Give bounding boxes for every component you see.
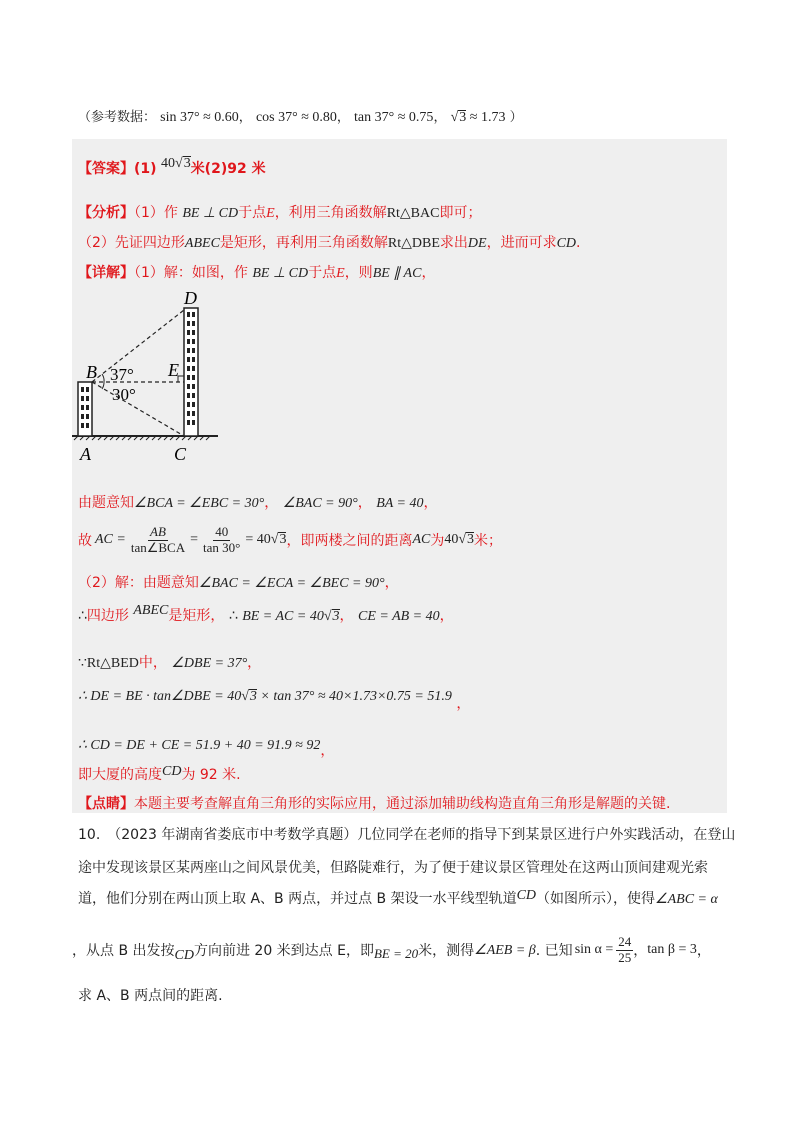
frac-den: tan 30° [203, 539, 241, 555]
math-angles-90: ∠BAC = ∠ECA = ∠BEC = 90° [198, 576, 385, 591]
sol-text: ， [423, 495, 438, 511]
line-bc [92, 382, 184, 436]
sol-text: 米； [474, 533, 503, 549]
sol-line-7 [78, 734, 335, 759]
sol-text: ， [339, 608, 354, 624]
math-rad: 3 [467, 532, 475, 547]
sol-text: （2）解：由题意知 [78, 575, 199, 591]
math-rad: 3 [332, 609, 340, 624]
q10-text: （如图所示），使得 [536, 891, 656, 907]
math-40: 40 [444, 532, 459, 547]
math-angle-bac: ∠BAC = 90° [282, 496, 358, 511]
comment-text: 本题主要考查解直角三角形的实际应用，通过添加辅助线构造直角三角形是解题的关键. [134, 796, 671, 812]
therefore-symbol: ∴ [78, 608, 87, 624]
ref-open: （参考数据： [78, 110, 157, 125]
ref-sin: sin 37° ≈ 0.60 [160, 110, 239, 125]
math-ce-ab: CE = AB = 40 [357, 609, 440, 624]
label-angle-30: 30° [112, 385, 136, 404]
sol-text: ， [357, 495, 372, 511]
analysis-label: 【分析】 [78, 205, 134, 221]
ref-tan: tan 37° ≈ 0.75 [354, 110, 434, 125]
answer-value: 40√3 [161, 156, 191, 171]
angle-arc-37 [102, 374, 104, 382]
math-cd: CD [516, 888, 537, 903]
sol-text: ，即两楼之间的距离 [286, 533, 413, 549]
ref-sqrt: √3 ≈ 1.73 [450, 110, 506, 125]
answer-rad: 3 [183, 156, 191, 171]
math-40-sqrt3-b: 40√3 [444, 532, 475, 547]
sol-text: ， [247, 655, 262, 671]
answer-coef: 40 [161, 156, 175, 171]
math-cd: CD [162, 764, 182, 779]
sol-line-1 [78, 492, 438, 512]
ref-close: ） [509, 110, 523, 125]
sol-line-3 [78, 572, 399, 592]
sol-line-6 [78, 685, 471, 712]
analysis-text: 求出 [439, 235, 468, 251]
analysis-text: . [576, 235, 581, 251]
answer-line [78, 158, 266, 178]
ref-comma: ， [336, 110, 350, 125]
frac-den: tan∠BCA [130, 539, 186, 555]
fraction-24-25 [616, 935, 633, 965]
sol-text: 是矩形， [168, 608, 225, 624]
math-de-rest: × tan 37° ≈ 40×1.73×0.75 = 51.9 [260, 689, 452, 704]
math-rad: 3 [249, 689, 257, 704]
math-abec: ABEC [184, 236, 220, 251]
q10-line-1: 10. （2023 年湖南省娄底市中考数学真题）几位同学在老师的指导下到某景区进行户外实践活动，在登山 [78, 827, 736, 843]
q10-text: 方向前进 20 米到达点 E，即 [193, 943, 374, 959]
label-e: E [168, 360, 179, 380]
sol-text: 由题意知 [78, 495, 134, 511]
label-d: D [184, 288, 197, 308]
sol-text: ， [384, 575, 399, 591]
q10-line-5: 求 A、B 两点间的距离. [78, 988, 223, 1004]
math-angle-dbe: ∠DBE = 37° [171, 656, 248, 671]
sol-text: 为 92 米. [181, 767, 241, 783]
detail-text: （1）解：如图，作 [134, 265, 248, 281]
sol-text: 即大厦的高度 [78, 767, 162, 783]
therefore-symbol: ∴ [228, 608, 238, 624]
point-e: E [266, 206, 275, 221]
analysis-text: 即可； [439, 205, 482, 221]
math-be-ac: BE = AC = 40√3 [242, 609, 340, 624]
math-ac-eq: AC = [95, 532, 126, 547]
analysis-line-2 [78, 232, 581, 252]
math-rt-bac: Rt△BAC [386, 206, 440, 221]
detail-text: ，则 [344, 265, 373, 281]
math-de-eq: ∴ DE = BE · tan∠DBE = 40 [78, 689, 242, 704]
label-angle-37: 37° [110, 365, 134, 384]
math-angle-aeb: ∠AEB = β [474, 942, 536, 958]
sol-text: 为 [430, 533, 445, 549]
math-eq-40: = 40 [245, 532, 271, 547]
math-de: DE [467, 236, 487, 251]
sol-line-4 [78, 605, 454, 625]
math-angle-bca: ∠BCA = ∠EBC = 30° [134, 496, 265, 511]
math-tan-beta: tan β = 3 [647, 942, 697, 957]
math-cd-calc: ∴ CD = DE + CE = 51.9 + 40 = 91.9 ≈ 92 [78, 738, 321, 753]
math-rt-dbe: Rt△DBE [387, 236, 440, 251]
geometry-figure [68, 288, 228, 468]
detail-text: 于点 [308, 265, 337, 281]
math-be-perp-cd: BE ⊥ CD [182, 206, 239, 221]
ref-comma: ， [238, 110, 252, 125]
building-ab [78, 382, 92, 436]
analysis-text: ，利用三角函数解 [274, 205, 387, 221]
math-be-eq: BE = AC = 40 [242, 609, 324, 624]
angle-arc-30 [102, 382, 104, 389]
answer-part1: (1) [134, 161, 157, 177]
analysis-line-1 [78, 202, 481, 222]
math-rt-bed: ∵Rt△BED [78, 656, 139, 671]
label-b: B [86, 362, 97, 382]
math-be-parallel-ac: BE ∥ AC [372, 266, 422, 281]
frac-num: 40 [215, 524, 229, 540]
fraction-40-tan30 [201, 525, 242, 555]
sol-line-8 [78, 764, 241, 784]
detail-line-1 [78, 262, 435, 282]
analysis-text: ，进而可求 [486, 235, 557, 251]
q10-text: 道，他们分别在两山顶上取 A、B 两点，并过点 B 架设一水平线型轨道 [78, 891, 517, 907]
q10-text: ， [696, 943, 711, 959]
sol-line-5 [78, 652, 261, 672]
answer-label: 【答案】 [78, 161, 134, 177]
analysis-text: 于点 [238, 205, 267, 221]
math-eq: = [190, 532, 199, 547]
math-angle-abc: ∠ABC = α [655, 892, 718, 907]
comment-label: 【点睛】 [78, 796, 134, 812]
analysis-text: （2）先证四边形 [78, 235, 185, 251]
q10-line-2: 途中发现该景区某两座山之间风景优美，但路陡难行，为了便于建议景区管理处在这两山顶间建观光索 [78, 860, 708, 876]
q10-text: ， [633, 943, 648, 959]
sol-text: 故 [78, 533, 92, 549]
math-40-sqrt3: = 40√3 [245, 532, 287, 547]
sol-text: ， [320, 743, 335, 759]
sol-text: 四边形 [86, 608, 129, 624]
math-sin-alpha: sin α = [574, 942, 614, 957]
reference-data-line [78, 106, 523, 126]
q10-text: ，从点 B 出发按 [72, 943, 175, 959]
q10-text: . 已知 [535, 943, 573, 959]
q10-line-4 [72, 930, 711, 970]
label-c: C [174, 444, 187, 464]
frac-num: 24 [618, 934, 632, 950]
ref-sqrt-arg: 3 [459, 110, 467, 125]
math-abec: ABEC [133, 603, 169, 618]
sol-text: 中， [138, 655, 167, 671]
comment-line [78, 793, 670, 813]
math-rad: 3 [279, 532, 287, 547]
q10-text: 米，测得 [418, 943, 475, 959]
math-de-calc: ∴ DE = BE · tan∠DBE = 40√3 × tan 37° ≈ 40×1.73×0.75 = 51.9 [78, 689, 452, 704]
math-be-20: BE = 20 [373, 946, 419, 961]
frac-den: 25 [618, 949, 632, 965]
math-be-perp-cd: BE ⊥ CD [252, 266, 309, 281]
sol-text: ， [439, 608, 454, 624]
answer-unit-part2: 米(2)92 米 [190, 161, 266, 177]
q10-line-3 [78, 888, 718, 908]
sol-text: ， [456, 696, 471, 712]
math-ba: BA = 40 [376, 496, 424, 511]
building-cd [184, 308, 198, 436]
ref-sqrt-val: ≈ 1.73 [469, 110, 506, 125]
detail-label: 【详解】 [78, 265, 134, 281]
point-e: E [336, 266, 345, 281]
analysis-text: 是矩形，再利用三角函数解 [219, 235, 388, 251]
detail-text: ， [421, 265, 436, 281]
math-ac: AC [412, 532, 431, 547]
ref-comma: ， [433, 110, 447, 125]
frac-num: AB [150, 524, 166, 540]
analysis-text: （1）作 [134, 205, 178, 221]
math-cd: CD [556, 236, 577, 251]
ref-cos: cos 37° ≈ 0.80 [255, 110, 337, 125]
sol-text: ， [264, 495, 279, 511]
math-cd: CD [174, 948, 194, 963]
label-a: A [80, 444, 91, 464]
fraction-ab-tan [129, 525, 187, 555]
sol-line-2 [78, 522, 502, 558]
